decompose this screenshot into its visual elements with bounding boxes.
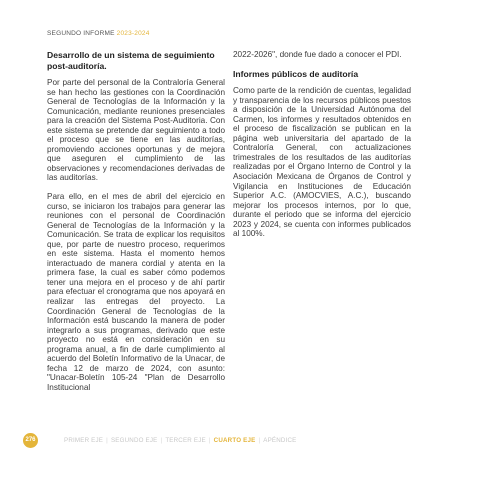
header-year: 2023-2024 [116, 30, 150, 37]
nav-cuarto-eje[interactable]: CUARTO EJE [213, 436, 256, 444]
nav-separator: | [160, 436, 163, 444]
section-title-postaudit: Desarrollo de un sistema de seguimiento post-auditoría. [47, 50, 215, 71]
nav-separator: | [208, 436, 211, 444]
paragraph: Para ello, en el mes de abril del ejercicio en curso, se iniciaron los trabajos para generar las reuniones con el personal de Coordinación General de Tecnologías de la Información y la Comunicación. Se trata de explicar los requisitos que, por parte de nuestro proceso, requerimos en este sistema. Hasta el momento hemos interactuado de manera cordial y atenta en la primera fase, la cual es saber cómo podemos tener una mejora en el proceso y de ahí partir para efectuar el cronograma que nos apoyará en realizar las entregas del proyecto. La Coordinación General de Tecnologías de la Información está buscando la manera de poder integrarlo a sus programas, derivado que este proyecto no está en consideración en su programa anual, a fin de darle cumplimiento al acuerdo del Boletín Informativo de la Unacar, de fecha 12 de marzo de 2024, con asunto: "Unacar-Boletín 105-24 "Plan de Desarrollo Institucional [47, 192, 225, 392]
section-title-public-reports: Informes públicos de auditoría [233, 68, 359, 79]
page-number: 276 [23, 433, 38, 448]
nav-segundo-eje[interactable]: SEGUNDO EJE [110, 436, 158, 444]
left-column [47, 50, 225, 402]
paragraph: Por parte del personal de la Contraloría General se han hecho las gestiones con la Coordinación General de Tecnologías de la Información y la Comunicación, mediante reuniones presenciales para la creación del Sistema Post-Auditoria. Con este sistema se pretende dar seguimiento a todo el proceso que se tiene en las auditorías, promoviendo acciones oportunas y de mejora que aseguren el cumplimiento de las observaciones y recomendaciones derivadas de las auditorías. [47, 78, 225, 183]
nav-separator: | [258, 436, 261, 444]
header-title: SEGUNDO INFORME [47, 30, 115, 37]
nav-tercer-eje[interactable]: TERCER EJE [165, 436, 206, 444]
paragraph: Como parte de la rendición de cuentas, legalidad y transparencia de los recursos públicos puestos a disposición de la Universidad Autónoma del Carmen, los informes y resultados obtenidos en el proceso de fiscalización se publican en la página web universitaria del apartado de la Contraloría General, con actualizaciones trimestrales de los resultados de las auditorías realizadas por el Órgano Interno de Control y la Asociación Mexicana de Órganos de Control y Vigilancia en Instituciones de Educación Superior A.C. (AMOCVIES, A.C.), buscando mejorar los procesos internos, por lo que, durante el periodo que se informa del ejercicio 2023 y 2024, se cuenta con informes publicados al 100%. [233, 86, 411, 239]
nav-primer-eje[interactable]: PRIMER EJE [64, 436, 104, 444]
right-column [233, 50, 411, 248]
nav-separator: | [106, 436, 108, 444]
paragraph: 2022-2026", donde fue dado a conocer el PDI. [233, 50, 402, 59]
page-footer [23, 432, 298, 448]
footer-nav [62, 437, 298, 444]
running-header [47, 30, 150, 37]
nav-apendice[interactable]: APÉNDICE [263, 436, 297, 444]
